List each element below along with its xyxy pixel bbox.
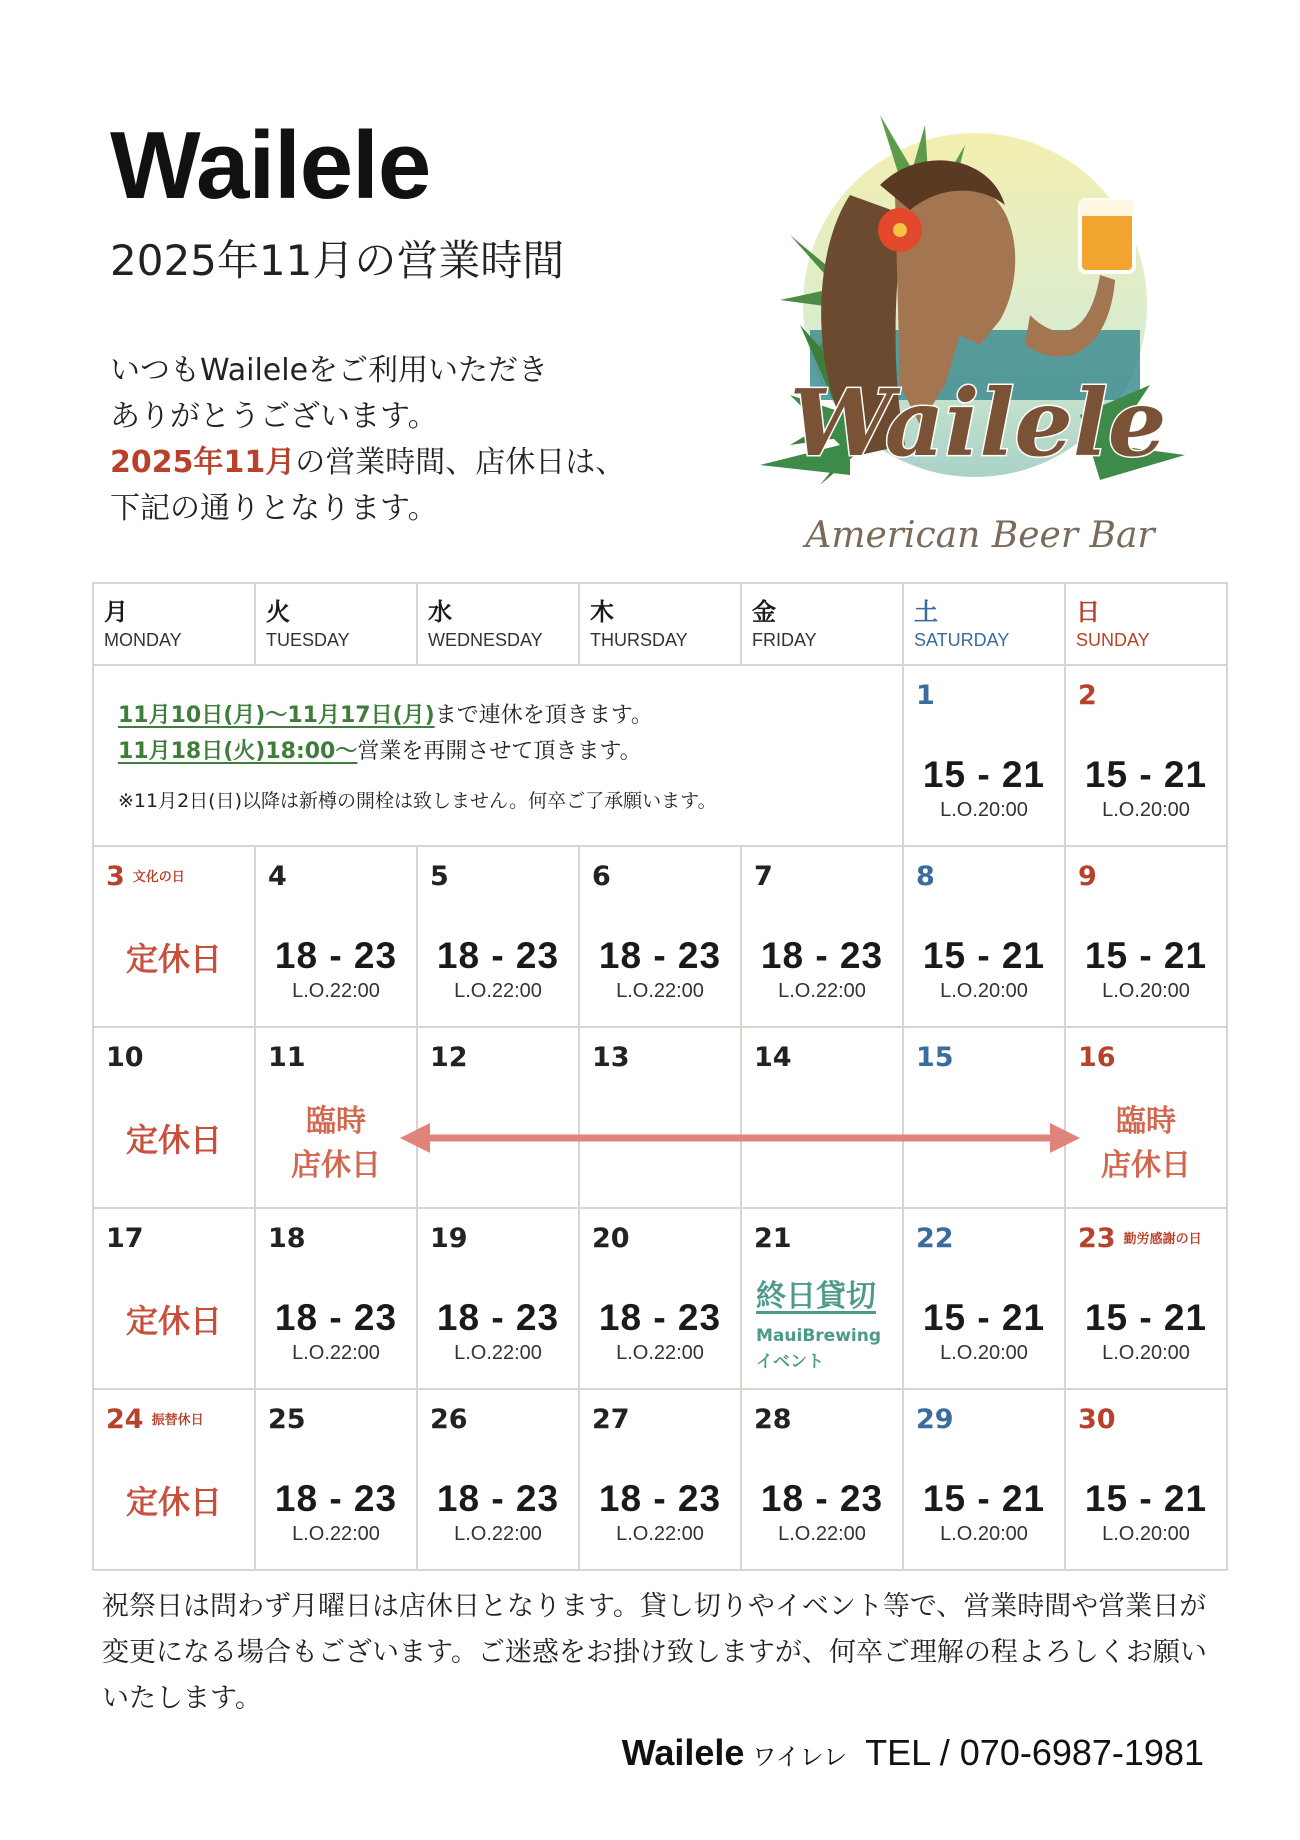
last-order: L.O.22:00 [454, 1523, 542, 1545]
day-number: 29 [916, 1404, 954, 1435]
logo-tagline: American Beer Bar [805, 515, 1155, 556]
last-order: L.O.22:00 [292, 980, 380, 1002]
closed-label: 定休日 [125, 1121, 222, 1159]
notice-text: 営業を再開させて頂きます。 [357, 739, 642, 764]
weekday-jp: 木 [590, 598, 614, 626]
day-number [106, 1406, 204, 1433]
weekday-header [93, 583, 255, 665]
notice-dates: 11月18日(火)18:00〜 [118, 739, 358, 764]
day-cell [417, 1389, 579, 1570]
day-number: 20 [592, 1223, 630, 1254]
weekday-en: SUNDAY [1076, 630, 1150, 650]
weekday-en: MONDAY [104, 630, 182, 650]
hours: 15 - 21 [922, 1297, 1046, 1338]
closed-label: 定休日 [125, 940, 222, 978]
hours: 18 - 23 [436, 935, 560, 976]
day-number: 26 [430, 1404, 468, 1435]
day-number: 1 [916, 680, 935, 711]
day-number: 13 [592, 1042, 630, 1073]
charter-event-type: イベント [756, 1352, 824, 1372]
last-order: L.O.20:00 [1102, 799, 1190, 821]
logo-script-text: Wailele [789, 369, 1167, 477]
last-order: L.O.22:00 [778, 980, 866, 1002]
charter-event-name: MauiBrewing [756, 1326, 881, 1346]
hours: 15 - 21 [1084, 754, 1208, 795]
hours: 18 - 23 [598, 935, 722, 976]
intro-line: 下記の通りとなります。 [110, 491, 438, 526]
last-order: L.O.22:00 [616, 980, 704, 1002]
day-number: 14 [754, 1042, 792, 1073]
day-cell [93, 846, 255, 1027]
temp-closed-label [256, 1100, 416, 1188]
day-number: 25 [268, 1404, 306, 1435]
week-row [93, 1208, 1227, 1389]
day-cell [93, 1208, 255, 1389]
weekday-en: FRIDAY [752, 630, 817, 650]
weekday-jp: 月 [104, 598, 128, 626]
weekday-jp: 日 [1076, 598, 1100, 626]
day-cell [579, 1027, 741, 1208]
notice-note: ※11月2日(日)以降は新樽の開栓は致しません。何卒ご了承願います。 [118, 790, 717, 812]
intro-line [110, 440, 625, 486]
day-cell [903, 1027, 1065, 1208]
weekday-jp: 火 [266, 598, 290, 626]
last-order: L.O.22:00 [778, 1523, 866, 1545]
day-cell [255, 846, 417, 1027]
day-number: 12 [430, 1042, 468, 1073]
temp-closed-line: 臨時 [1116, 1104, 1176, 1139]
day-cell [1065, 1208, 1227, 1389]
weekday-en: TUESDAY [266, 630, 350, 650]
notice-dates: 11月10日(月)〜11月17日(月) [118, 703, 435, 728]
intro-line: ありがとうございます。 [110, 399, 438, 434]
day-number: 28 [754, 1404, 792, 1435]
last-order: L.O.20:00 [1102, 1523, 1190, 1545]
day-cell [1065, 1389, 1227, 1570]
charter-label: 終日貸切 [756, 1279, 876, 1314]
day-number: 5 [430, 861, 449, 892]
week-row [93, 1389, 1227, 1570]
notice-cell [93, 665, 903, 846]
hours: 18 - 23 [436, 1297, 560, 1338]
week-row [93, 1027, 1227, 1208]
last-order: L.O.20:00 [1102, 980, 1190, 1002]
day-number: 7 [754, 861, 773, 892]
closed-label: 定休日 [125, 1302, 222, 1340]
weekday-header [1065, 583, 1227, 665]
notice-line [118, 698, 717, 734]
weekday-en: WEDNESDAY [428, 630, 543, 650]
hours: 18 - 23 [436, 1478, 560, 1519]
closed-label: 定休日 [125, 1483, 222, 1521]
intro-text [110, 348, 625, 532]
footer-note: 祝祭日は問わず月曜日は店休日となります。貸し切りやイベント等で、営業時間や営業日が変更になる場合もございます。ご迷惑をお掛け致しますが、何卒ご理解の程よろしくお願いいたします。 [102, 1591, 1207, 1714]
day-cell [579, 1389, 741, 1570]
day-number [106, 863, 185, 890]
contact-kana: ワイレレ [752, 1743, 848, 1771]
day-cell [741, 846, 903, 1027]
day-number: 16 [1078, 1042, 1116, 1073]
temp-closed-label [1066, 1100, 1226, 1188]
day-number: 2 [1078, 680, 1097, 711]
day-cell [903, 665, 1065, 846]
hours: 18 - 23 [598, 1297, 722, 1338]
temp-closed-line: 店休日 [291, 1148, 381, 1183]
day-cell [903, 1208, 1065, 1389]
brand-title: Wailele [110, 112, 431, 219]
notice-text: まで連休を頂きます。 [434, 703, 653, 728]
weekday-en: SATURDAY [914, 630, 1010, 650]
day-number-value: 24 [106, 1404, 144, 1435]
last-order: L.O.20:00 [940, 1523, 1028, 1545]
weekday-header [579, 583, 741, 665]
week-row [93, 665, 1227, 846]
day-cell [417, 846, 579, 1027]
holiday-name: 振替休日 [151, 1413, 204, 1428]
weekday-jp: 水 [428, 598, 452, 626]
temp-closed-line: 店休日 [1101, 1148, 1191, 1183]
day-number [1078, 1225, 1202, 1252]
day-number: 11 [268, 1042, 306, 1073]
day-number: 17 [106, 1223, 144, 1254]
day-cell [255, 1208, 417, 1389]
weekday-header [903, 583, 1065, 665]
day-cell [255, 1389, 417, 1570]
temp-closed-line: 臨時 [306, 1104, 366, 1139]
day-number: 15 [916, 1042, 954, 1073]
hours: 15 - 21 [922, 754, 1046, 795]
notice [118, 698, 717, 816]
hours: 15 - 21 [922, 935, 1046, 976]
last-order: L.O.20:00 [940, 980, 1028, 1002]
day-number: 27 [592, 1404, 630, 1435]
day-cell [417, 1208, 579, 1389]
hours: 18 - 23 [274, 935, 398, 976]
hours: 18 - 23 [274, 1297, 398, 1338]
notice-line [118, 734, 717, 770]
day-number: 6 [592, 861, 611, 892]
last-order: L.O.20:00 [940, 1342, 1028, 1364]
last-order: L.O.20:00 [940, 799, 1028, 821]
hours: 18 - 23 [274, 1478, 398, 1519]
week-row [93, 846, 1227, 1027]
intro-highlight: 2025年11月 [110, 445, 296, 480]
weekday-jp: 土 [914, 598, 938, 626]
hours: 18 - 23 [760, 935, 884, 976]
day-number: 18 [268, 1223, 306, 1254]
hours: 18 - 23 [760, 1478, 884, 1519]
last-order: L.O.22:00 [454, 1342, 542, 1364]
last-order: L.O.22:00 [292, 1342, 380, 1364]
hours: 15 - 21 [1084, 935, 1208, 976]
intro-line: いつもWaileleをご利用いただき [110, 353, 549, 388]
weekday-header [255, 583, 417, 665]
day-number: 19 [430, 1223, 468, 1254]
weekday-header-row [93, 583, 1227, 665]
last-order: L.O.22:00 [616, 1523, 704, 1545]
day-cell [903, 846, 1065, 1027]
day-number: 8 [916, 861, 935, 892]
day-cell [741, 1208, 903, 1389]
day-cell [1065, 665, 1227, 846]
day-cell [903, 1389, 1065, 1570]
contact-tel: TEL / 070-6987-1981 [865, 1732, 1204, 1773]
day-number: 22 [916, 1223, 954, 1254]
day-number-value: 23 [1078, 1223, 1116, 1254]
day-cell [93, 1389, 255, 1570]
day-number: 10 [106, 1042, 144, 1073]
page-subtitle: 2025年11月の営業時間 [110, 236, 565, 285]
day-number: 4 [268, 861, 287, 892]
day-number: 30 [1078, 1404, 1116, 1435]
day-number-value: 3 [106, 861, 125, 892]
day-cell [741, 1389, 903, 1570]
last-order: L.O.22:00 [292, 1523, 380, 1545]
charter-event [756, 1323, 881, 1375]
day-number: 21 [754, 1223, 792, 1254]
holiday-name: 文化の日 [132, 870, 185, 885]
hours: 18 - 23 [598, 1478, 722, 1519]
last-order: L.O.22:00 [616, 1342, 704, 1364]
day-cell [255, 1027, 417, 1208]
last-order: L.O.22:00 [454, 980, 542, 1002]
day-cell [1065, 1027, 1227, 1208]
hours: 15 - 21 [1084, 1478, 1208, 1519]
holiday-name: 勤労感謝の日 [1123, 1232, 1202, 1247]
day-cell [741, 1027, 903, 1208]
hours: 15 - 21 [1084, 1297, 1208, 1338]
hula-girl-beer-logo-icon [730, 85, 1200, 575]
day-cell [93, 1027, 255, 1208]
hours: 15 - 21 [922, 1478, 1046, 1519]
weekday-header [417, 583, 579, 665]
intro-line-rest: の営業時間、店休日は、 [295, 445, 626, 480]
weekday-header [741, 583, 903, 665]
contact-name: Wailele [621, 1732, 745, 1773]
day-number: 9 [1078, 861, 1097, 892]
day-cell [579, 1208, 741, 1389]
contact-info [621, 1732, 1204, 1773]
closure-range-arrow-icon [400, 1120, 1080, 1156]
last-order: L.O.20:00 [1102, 1342, 1190, 1364]
weekday-en: THURSDAY [590, 630, 688, 650]
day-cell [417, 1027, 579, 1208]
weekday-jp: 金 [752, 598, 776, 626]
day-cell [579, 846, 741, 1027]
calendar [92, 582, 1228, 1571]
day-cell [1065, 846, 1227, 1027]
